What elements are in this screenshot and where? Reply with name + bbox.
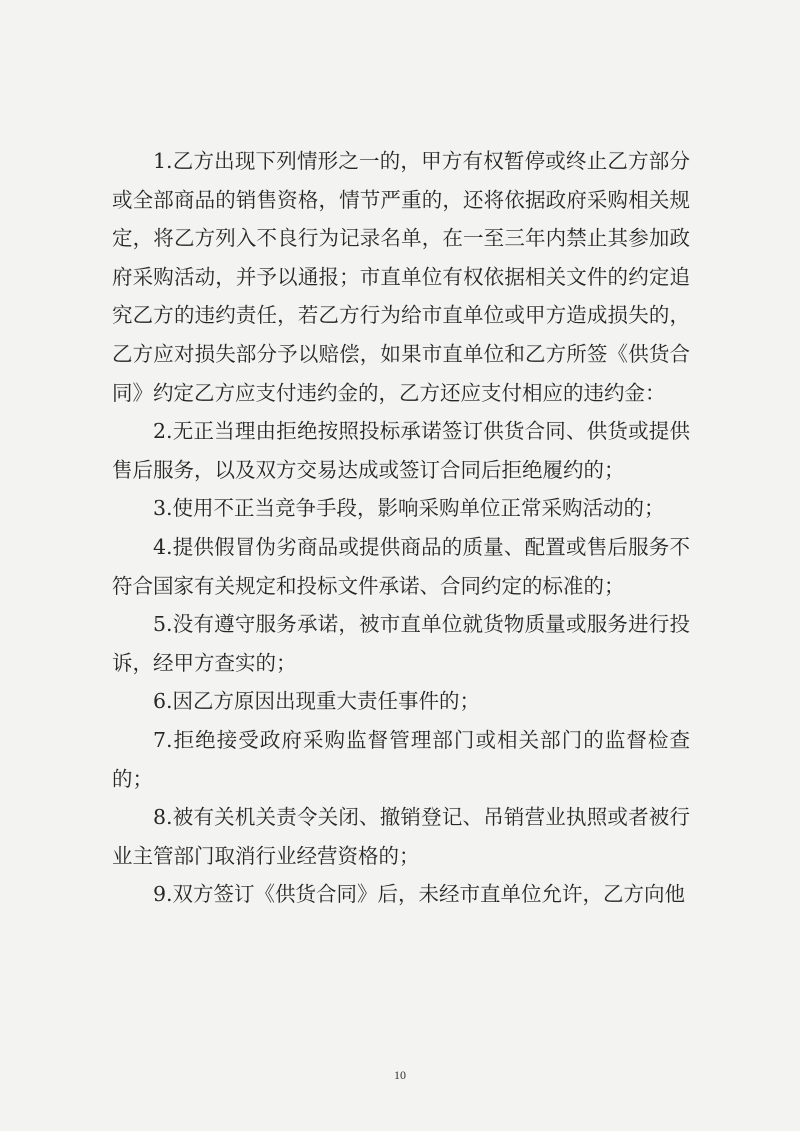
document-body: [112, 142, 690, 914]
page-number: 10: [394, 1068, 406, 1082]
paragraph-5: 5.没有遵守服务承诺，被市直单位就货物质量或服务进行投诉，经甲方查实的；: [112, 612, 690, 675]
paragraph-9: 9.双方签订《供货合同》后，未经市直单位允许，乙方向他: [153, 882, 686, 907]
paragraph-6: 6.因乙方原因出现重大责任事件的；: [153, 689, 481, 714]
paragraph-1: 1.乙方出现下列情形之一的，甲方有权暂停或终止乙方部分或全部商品的销售资格，情节严重的，还将依据政府采购相关规定，将乙方列入不良行为记录名单，在一至三年内禁止其参加政府采购活动，并予以通报；市直单位有权依据相关文件的约定追究乙方的违约责任，若乙方行为给市直单位或甲方造成损失的，乙方应对损失部分予以赔偿，如果市直单位和乙方所签《供货合同》约定乙方应支付违约金的，乙方还应支付相应的违约金：: [112, 149, 690, 405]
paragraph-8: 8.被有关机关责令关闭、撤销登记、吊销营业执照或者被行业主管部门取消行业经营资格的；: [112, 805, 690, 868]
paragraph-7: 7.拒绝接受政府采购监督管理部门或相关部门的监督检查的；: [112, 727, 690, 791]
paragraph-2: 2.无正当理由拒绝按照投标承诺签订供货合同、供货或提供售后服务，以及双方交易达成或签订合同后拒绝履约的；: [112, 419, 690, 482]
paragraph-4: 4.提供假冒伪劣商品或提供商品的质量、配置或售后服务不符合国家有关规定和投标文件承诺、合同约定的标准的；: [112, 534, 690, 598]
paragraph-3: 3.使用不正当竞争手段，影响采购单位正常采购活动的；: [153, 496, 665, 521]
